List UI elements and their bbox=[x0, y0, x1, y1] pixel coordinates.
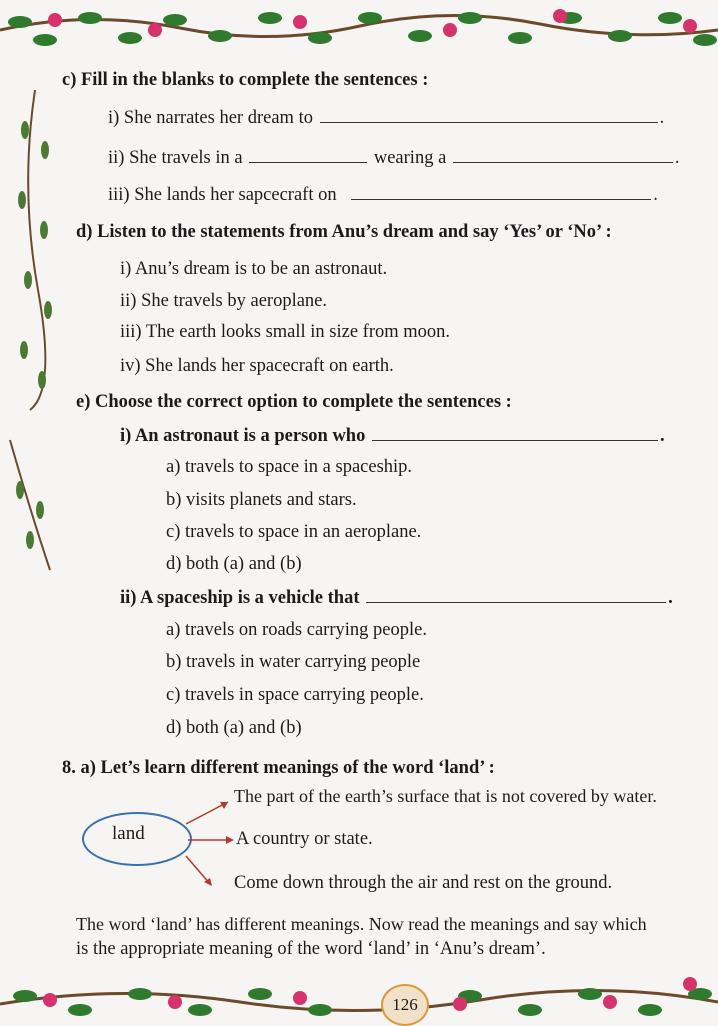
answer-blank bbox=[320, 121, 658, 123]
land-word: land bbox=[112, 823, 145, 844]
mcq-question-text: i) An astronaut is a person who bbox=[120, 426, 366, 446]
statement-4: iv) She lands her spacecraft on earth. bbox=[120, 356, 394, 376]
section-e-heading: e) Choose the correct option to complete the sentences : bbox=[76, 392, 512, 412]
answer-blank bbox=[249, 161, 367, 163]
fill-blank-middle-text: wearing a bbox=[373, 148, 447, 168]
mcq-2-option-a: a) travels on roads carrying people. bbox=[166, 620, 427, 640]
mcq-1-option-d: d) both (a) and (b) bbox=[166, 554, 302, 574]
arrow-to-meaning-3 bbox=[186, 856, 210, 884]
fill-blank-text: ii) She travels in a bbox=[108, 148, 243, 168]
meaning-2: A country or state. bbox=[236, 829, 373, 849]
meaning-1: The part of the earth’s surface that is not covered by water. bbox=[234, 786, 657, 806]
mcq-2-option-b: b) travels in water carrying people bbox=[166, 652, 421, 672]
statement-3: iii) The earth looks small in size from moon. bbox=[120, 322, 451, 342]
mcq-2-option-d: d) both (a) and (b) bbox=[166, 718, 302, 738]
instruction-line-2: is the appropriate meaning of the word ‘land’ in ‘Anu’s dream’. bbox=[76, 939, 546, 959]
mcq-1-option-a: a) travels to space in a spaceship. bbox=[166, 457, 413, 477]
answer-blank bbox=[351, 198, 651, 200]
page-number: 126 bbox=[381, 984, 429, 1026]
floral-bottom-border bbox=[0, 964, 718, 1024]
arrow-to-meaning-1 bbox=[186, 802, 228, 824]
fill-blank-item-2: ii) She travels in a wearing a . bbox=[108, 148, 680, 168]
section-8-heading: 8. a) Let’s learn different meanings of the word ‘land’ : bbox=[62, 758, 495, 778]
statement-2: ii) She travels by aeroplane. bbox=[120, 291, 328, 311]
mcq-2-option-c: c) travels in space carrying people. bbox=[166, 685, 424, 705]
section-d-heading: d) Listen to the statements from Anu’s dream and say ‘Yes’ or ‘No’ : bbox=[76, 222, 612, 242]
statement-1: i) Anu’s dream is to be an astronaut. bbox=[120, 259, 388, 279]
floral-top-border bbox=[0, 0, 718, 60]
fill-blank-item-1: i) She narrates her dream to . bbox=[108, 108, 665, 128]
answer-blank bbox=[453, 161, 673, 163]
mcq-1-option-c: c) travels to space in an aeroplane. bbox=[166, 522, 422, 542]
mcq-1-option-b: b) visits planets and stars. bbox=[166, 490, 357, 510]
meaning-arrows bbox=[180, 790, 240, 900]
fill-blank-text: iii) She lands her sapcecraft on bbox=[108, 185, 337, 205]
instruction-line-1: The word ‘land’ has different meanings. Now read the meanings and say which bbox=[76, 914, 647, 934]
answer-blank bbox=[366, 601, 666, 603]
vine-left-decoration bbox=[0, 90, 70, 590]
section-c-heading: c) Fill in the blanks to complete the sentences : bbox=[62, 70, 429, 90]
fill-blank-item-3: iii) She lands her sapcecraft on . bbox=[108, 185, 658, 205]
meaning-3: Come down through the air and rest on the ground. bbox=[234, 873, 613, 893]
mcq-question-text: ii) A spaceship is a vehicle that bbox=[120, 588, 360, 608]
mcq-question-1: i) An astronaut is a person who . bbox=[120, 426, 665, 446]
fill-blank-text: i) She narrates her dream to bbox=[108, 108, 313, 128]
answer-blank bbox=[372, 439, 658, 441]
mcq-question-2: ii) A spaceship is a vehicle that . bbox=[120, 588, 673, 608]
